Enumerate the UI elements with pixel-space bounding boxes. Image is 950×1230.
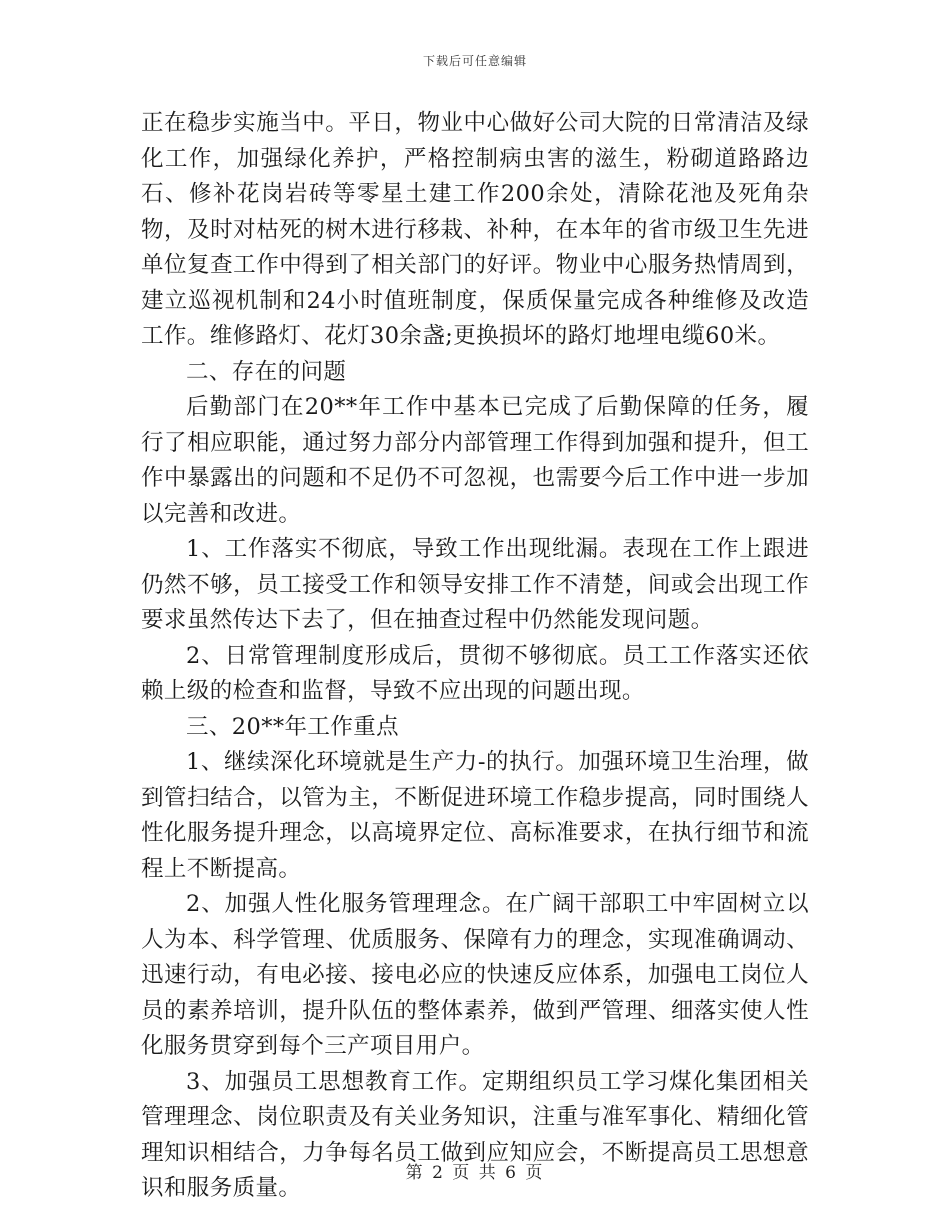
paragraph-1: 正在稳步实施当中。平日，物业中心做好公司大院的日常清洁及绿化工作，加强绿化养护，严格控制病虫害的滋生，粉砌道路路边石、修补花岗岩砖等零星土建工作200余处，清除花池及死角杂物，及时对枯死的树木进行移栽、补种，在本年的省市级卫生先进单位复查工作中得到了相关部门的好评。物业中心服务热情周到，建立巡视机制和24小时值班制度，保质保量完成各种维修及改造工作。维修路灯、花灯30余盏;更换损坏的路灯地埋电缆60米。 [141, 110, 809, 349]
page-number: 第 2 页 共 6 页 [405, 1163, 545, 1183]
section-heading-focus: 三、20**年工作重点 [186, 713, 400, 740]
paragraph-problem-2: 2、日常管理制度形成后，贯彻不够彻底。员工工作落实还依赖上级的检查和监督，导致不应出现的问题出现。 [141, 642, 809, 704]
paragraph-problems-intro: 后勤部门在20**年工作中基本已完成了后勤保障的任务，履行了相应职能，通过努力部分内部管理工作得到加强和提升，但工作中暴露出的问题和不足仍不可忽视，也需要今后工作中进一步加以完善和改进。 [141, 394, 809, 527]
page-header: 下载后可任意编辑 [422, 54, 527, 68]
paragraph-focus-1: 1、继续深化环境就是生产力-的执行。加强环境卫生治理，做到管扫结合，以管为主，不断促进环境工作稳步提高，同时围绕人性化服务提升理念，以高境界定位、高标准要求，在执行细节和流程上不断提高。 [141, 749, 809, 882]
document-body [141, 106, 809, 1207]
paragraph-focus-3: 3、加强员工思想教育工作。定期组织员工学习煤化集团相关管理理念、岗位职责及有关业务知识，注重与准军事化、精细化管理知识相结合，力争每名员工做到应知应会，不断提高员工思想意识和服务质量。 [141, 1068, 809, 1201]
paragraph-focus-2: 2、加强人性化服务管理理念。在广阔干部职工中牢固树立以人为本、科学管理、优质服务、保障有力的理念，实现准确调动、迅速行动，有电必接、接电必应的快速反应体系，加强电工岗位人员的素养培训，提升队伍的整体素养，做到严管理、细落实使人性化服务贯穿到每个三产项目用户。 [141, 891, 809, 1059]
paragraph-problem-1: 1、工作落实不彻底，导致工作出现纰漏。表现在工作上跟进仍然不够，员工接受工作和领导安排工作不清楚，间或会出现工作要求虽然传达下去了，但在抽查过程中仍然能发现问题。 [141, 536, 809, 633]
section-heading-problems: 二、存在的问题 [186, 358, 347, 385]
